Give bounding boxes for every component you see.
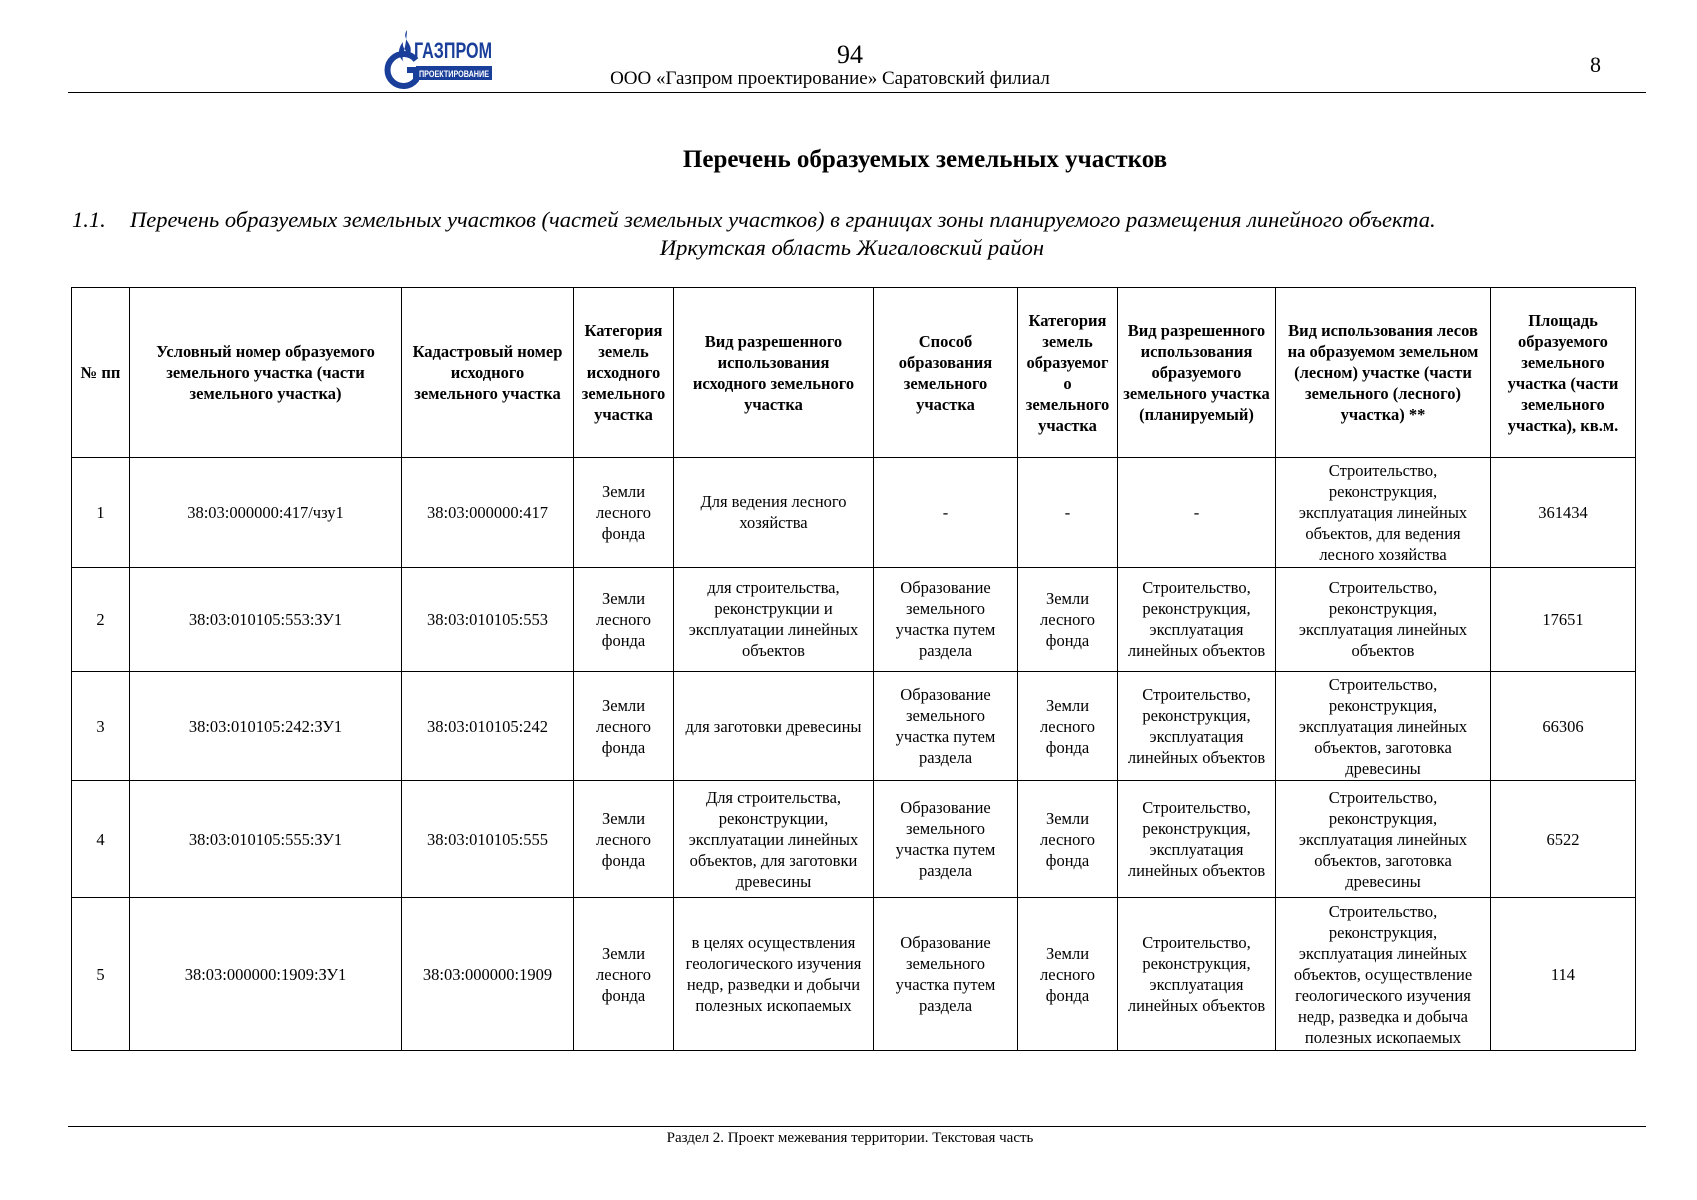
- table-row: [72, 567, 1636, 671]
- table-cell: 3: [72, 671, 130, 781]
- land-plots-table: [71, 287, 1636, 1051]
- table-cell: -: [874, 458, 1018, 568]
- table-row: [72, 671, 1636, 781]
- table-cell: 5: [72, 898, 130, 1051]
- column-header: Условный номер образуемого земельного участка (части земельного участка): [130, 288, 402, 458]
- table-cell: 66306: [1491, 671, 1636, 781]
- column-header: Категория земель образуемого земельного участка: [1018, 288, 1118, 458]
- column-header: Площадь образуемого земельного участка (части земельного участка), кв.м.: [1491, 288, 1636, 458]
- logo-subtext: ПРОЕКТИРОВАНИЕ: [419, 69, 489, 79]
- table-cell: Земли лесного фонда: [1018, 898, 1118, 1051]
- table-header-row: [72, 288, 1636, 458]
- table-cell: Земли лесного фонда: [574, 671, 674, 781]
- table-cell: 38:03:010105:555:ЗУ1: [130, 781, 402, 898]
- column-header: Вид использования лесов на образуемом земельном (лесном) участке (части земельного (лесного) участка) **: [1276, 288, 1491, 458]
- column-header: № пп: [72, 288, 130, 458]
- table-cell: Строительство, реконструкция, эксплуатация линейных объектов, заготовка древесины: [1276, 671, 1491, 781]
- section-subtitle: [72, 206, 1632, 262]
- table-cell: Земли лесного фонда: [1018, 567, 1118, 671]
- table-cell: 4: [72, 781, 130, 898]
- table-cell: 114: [1491, 898, 1636, 1051]
- table-cell: Строительство, реконструкция, эксплуатация линейных объектов: [1118, 781, 1276, 898]
- footer-text: Раздел 2. Проект межевания территории. Текстовая часть: [666, 1130, 1034, 1146]
- table-cell: 38:03:000000:417: [402, 458, 574, 568]
- table-cell: 38:03:000000:417/чзу1: [130, 458, 402, 568]
- header-rule: [68, 92, 1646, 93]
- table-cell: Строительство, реконструкция, эксплуатация линейных объектов, для ведения лесного хозяйства: [1276, 458, 1491, 568]
- table-cell: Земли лесного фонда: [574, 781, 674, 898]
- column-header: Вид разрешенного использования образуемого земельного участка (планируемый): [1118, 288, 1276, 458]
- table-cell: Образование земельного участка путем раздела: [874, 781, 1018, 898]
- table-cell: Земли лесного фонда: [574, 567, 674, 671]
- table-cell: 6522: [1491, 781, 1636, 898]
- column-header: Вид разрешенного использования исходного земельного участка: [674, 288, 874, 458]
- table-cell: Строительство, реконструкция, эксплуатация линейных объектов: [1118, 567, 1276, 671]
- table-cell: Образование земельного участка путем раздела: [874, 898, 1018, 1051]
- table-cell: Строительство, реконструкция, эксплуатация линейных объектов: [1118, 671, 1276, 781]
- table-cell: 38:03:010105:553:ЗУ1: [130, 567, 402, 671]
- page-number-right: 8: [1590, 52, 1601, 77]
- table-cell: Строительство, реконструкция, эксплуатация линейных объектов, осуществление геологического изучения недр, разведка и добыча полезных ископаемых: [1276, 898, 1491, 1051]
- table-cell: Для ведения лесного хозяйства: [674, 458, 874, 568]
- table-cell: Образование земельного участка путем раздела: [874, 567, 1018, 671]
- table-cell: 361434: [1491, 458, 1636, 568]
- table-cell: -: [1018, 458, 1118, 568]
- table-cell: 38:03:010105:553: [402, 567, 574, 671]
- organization-name: ООО «Газпром проектирование» Саратовский филиал: [610, 68, 1050, 89]
- logo-text: ГАЗПРОМ: [414, 38, 492, 63]
- table-cell: для строительства, реконструкции и эксплуатации линейных объектов: [674, 567, 874, 671]
- table-cell: 17651: [1491, 567, 1636, 671]
- table-cell: Для строительства, реконструкции, эксплуатации линейных объектов, для заготовки древесины: [674, 781, 874, 898]
- table-cell: 2: [72, 567, 130, 671]
- gazprom-logo: [388, 26, 498, 86]
- section-number: 1.1.: [72, 207, 106, 232]
- table-row: [72, 898, 1636, 1051]
- table-cell: Образование земельного участка путем раздела: [874, 671, 1018, 781]
- table-cell: в целях осуществления геологического изучения недр, разведки и добычи полезных ископаемых: [674, 898, 874, 1051]
- table-row: [72, 458, 1636, 568]
- table-cell: 38:03:010105:555: [402, 781, 574, 898]
- table-row: [72, 781, 1636, 898]
- table-cell: 38:03:000000:1909: [402, 898, 574, 1051]
- table-cell: -: [1118, 458, 1276, 568]
- table-cell: 1: [72, 458, 130, 568]
- table-cell: Земли лесного фонда: [574, 458, 674, 568]
- document-title: Перечень образуемых земельных участков: [682, 146, 1168, 173]
- footer-rule: [68, 1126, 1646, 1127]
- table-cell: Строительство, реконструкция, эксплуатация линейных объектов, заготовка древесины: [1276, 781, 1491, 898]
- column-header: Категория земель исходного земельного участка: [574, 288, 674, 458]
- column-header: Кадастровый номер исходного земельного участка: [402, 288, 574, 458]
- table-cell: 38:03:010105:242:ЗУ1: [130, 671, 402, 781]
- table-cell: Строительство, реконструкция, эксплуатация линейных объектов: [1118, 898, 1276, 1051]
- subtitle-line-1: Перечень образуемых земельных участков (частей земельных участков) в границах зоны планируемого размещения линейного объекта.: [130, 207, 1436, 232]
- table-cell: для заготовки древесины: [674, 671, 874, 781]
- table-cell: Земли лесного фонда: [1018, 781, 1118, 898]
- table-cell: Земли лесного фонда: [574, 898, 674, 1051]
- table-cell: 38:03:000000:1909:ЗУ1: [130, 898, 402, 1051]
- subtitle-line-2: Иркутская область Жигаловский район: [659, 235, 1045, 260]
- table-cell: Строительство, реконструкция, эксплуатация линейных объектов: [1276, 567, 1491, 671]
- page-number-top: 94: [837, 40, 863, 69]
- table-cell: 38:03:010105:242: [402, 671, 574, 781]
- column-header: Способ образования земельного участка: [874, 288, 1018, 458]
- table-cell: Земли лесного фонда: [1018, 671, 1118, 781]
